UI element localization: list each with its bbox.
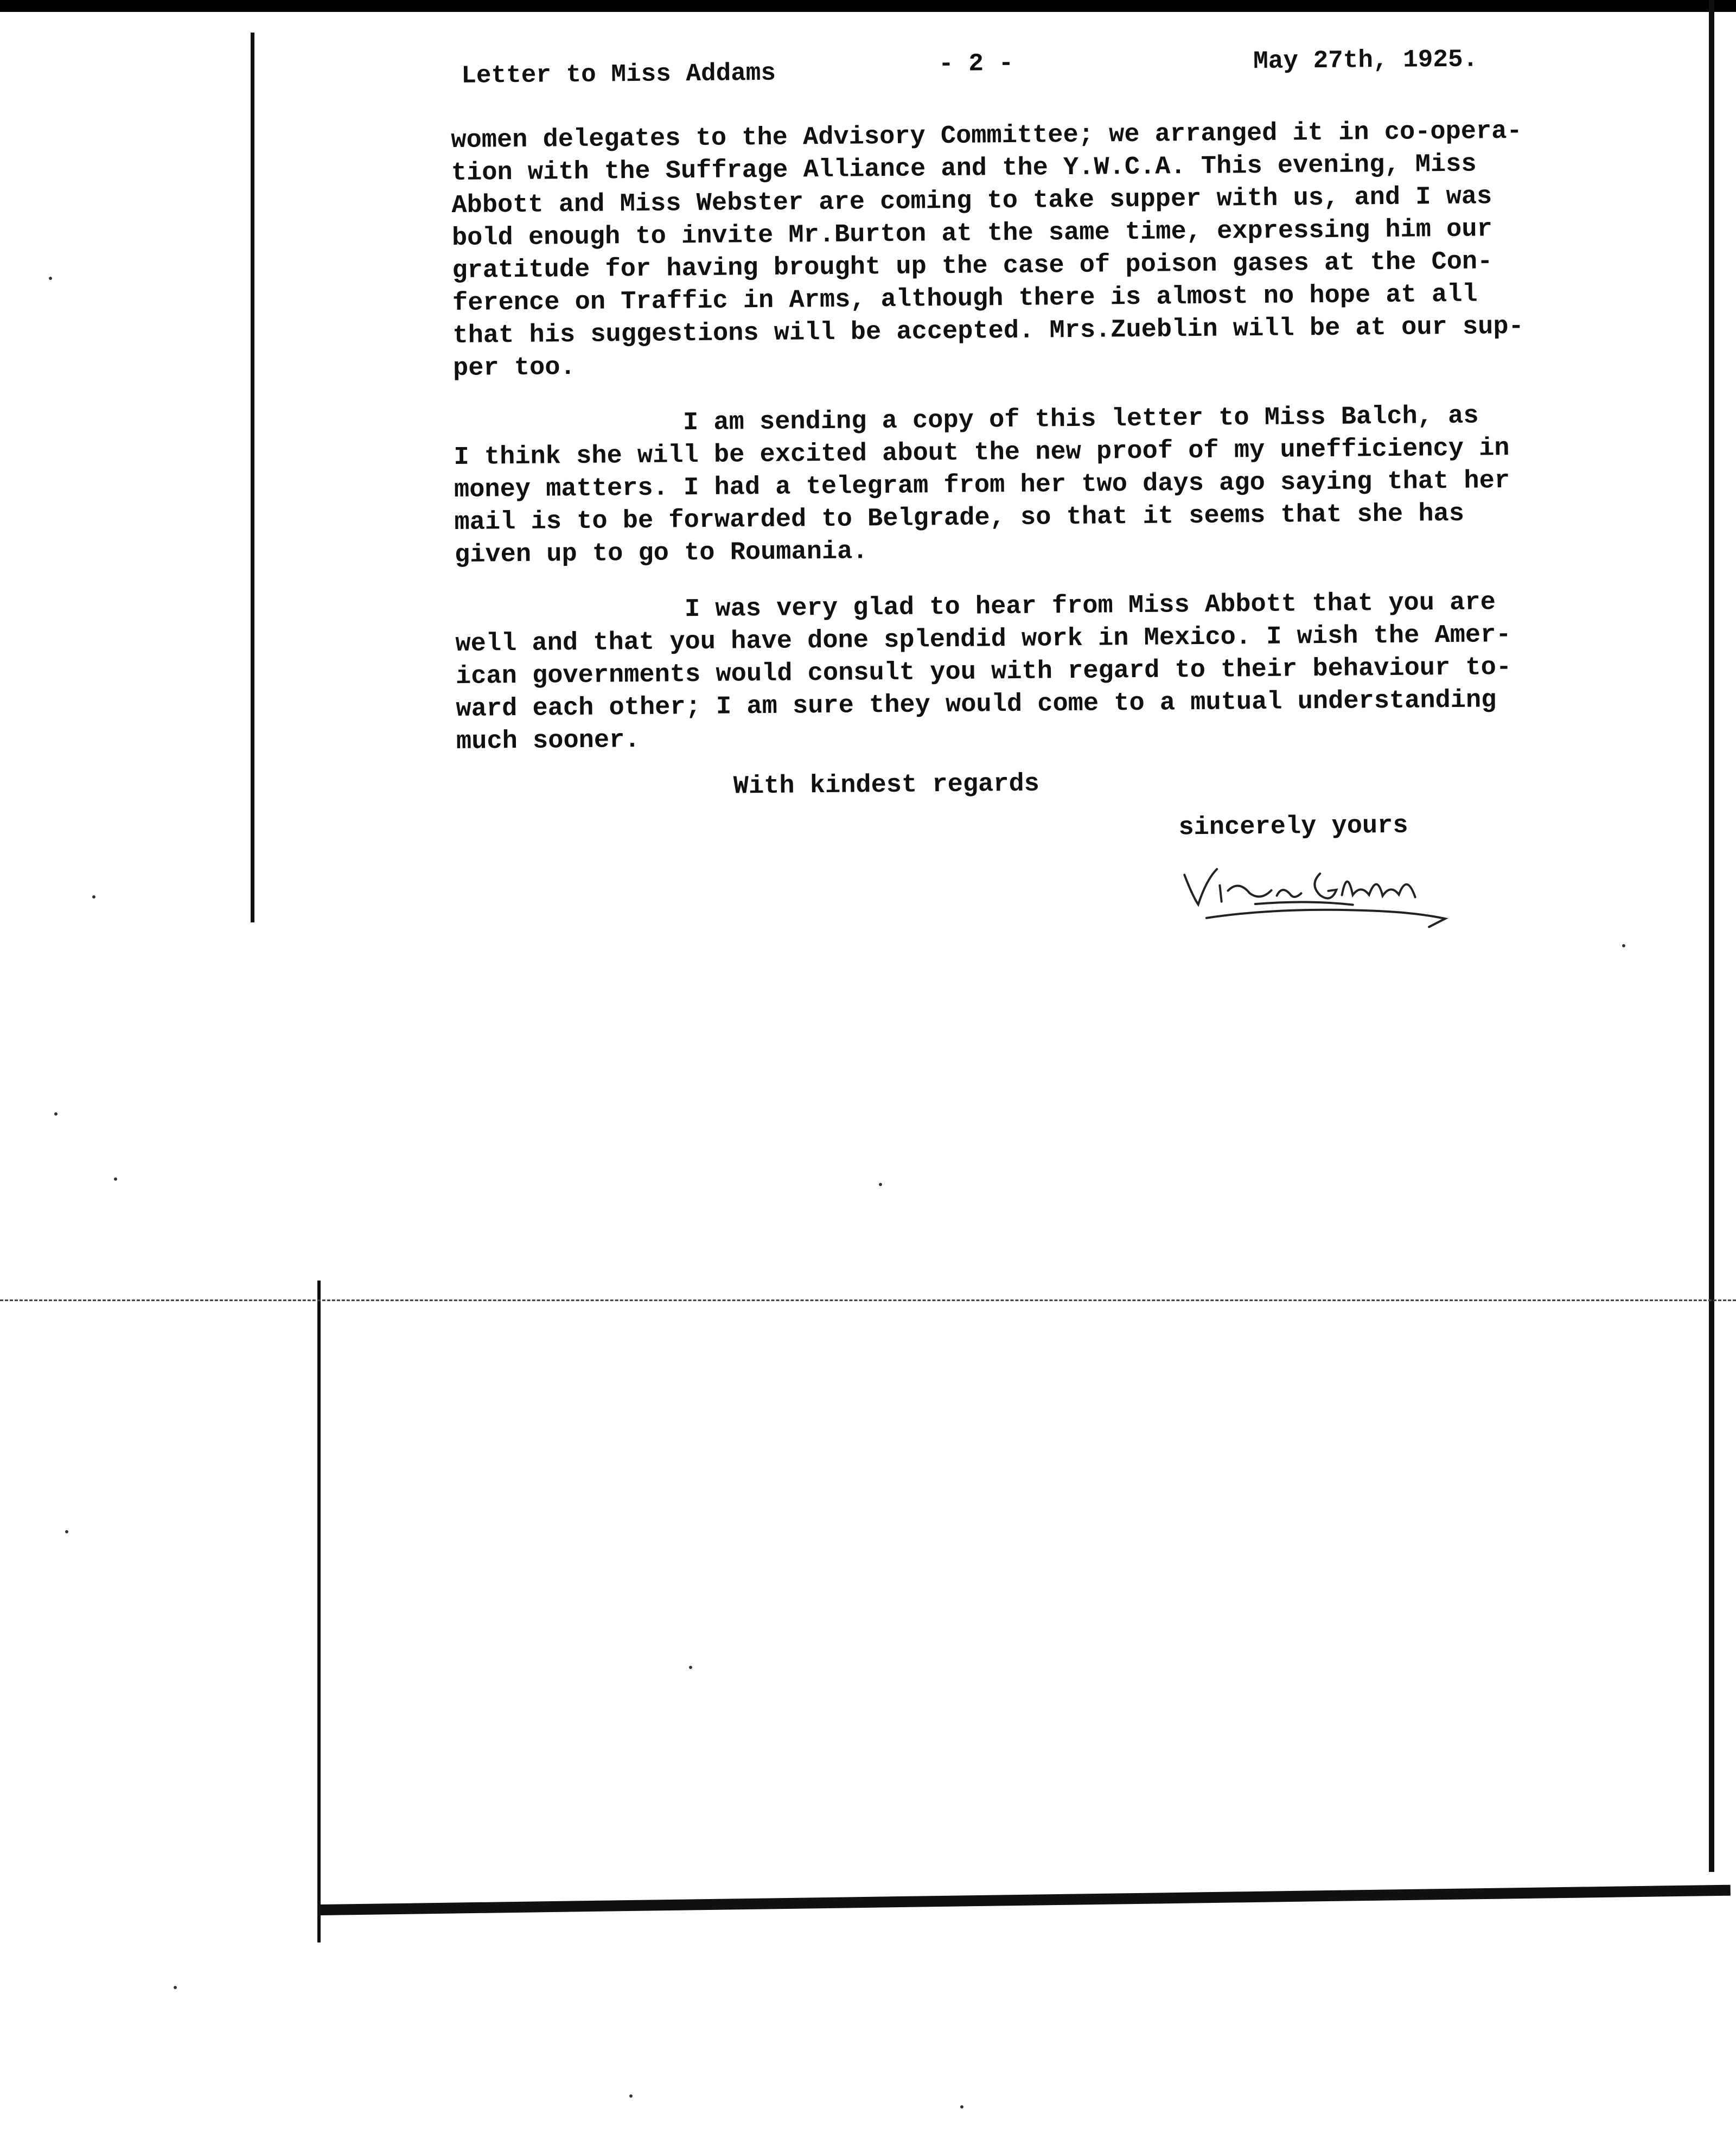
- scan-speck: [92, 895, 95, 899]
- scan-speck: [689, 1666, 692, 1669]
- scan-speck: [65, 1530, 68, 1533]
- paper-left-edge: [251, 33, 254, 922]
- scan-speck: [114, 1177, 117, 1181]
- paragraph-2: [454, 398, 1670, 572]
- text-line: ference on Traffic in Arms, although there is almost no hope at all: [452, 280, 1478, 318]
- paper-right-edge: [1709, 0, 1714, 1872]
- scan-speck: [49, 277, 52, 280]
- paper-left-edge-lower: [317, 1281, 321, 1942]
- scan-speck: [629, 2094, 633, 2098]
- scan-speck: [1622, 944, 1625, 947]
- closing-line: With kindest regards: [733, 769, 1040, 801]
- paragraph-3: [455, 585, 1672, 759]
- text-line: that his suggestions will be accepted. Mrs.Zueblin will be at our sup-: [452, 312, 1524, 351]
- text-line: bold enough to invite Mr.Burton at the same time, expressing him our: [451, 215, 1493, 253]
- letter-header: [450, 43, 1666, 98]
- scan-speck: [960, 2105, 963, 2109]
- text-line: much sooner.: [456, 725, 640, 756]
- handwritten-signature: [1173, 851, 1456, 935]
- text-line: money matters. I had a telegram from her two days ago saying that her: [454, 466, 1510, 505]
- scan-speck: [879, 1183, 882, 1186]
- valediction: sincerely yours: [1178, 811, 1408, 843]
- letter-date: May 27th, 1925.: [1253, 45, 1478, 76]
- text-line: ward each other; I am sure they would come to a mutual understanding: [456, 686, 1497, 724]
- text-line: I think she will be excited about the new proof of my unefficiency in: [454, 434, 1510, 472]
- fold-line: [0, 1300, 1736, 1301]
- text-line: Abbott and Miss Webster are coming to take supper with us, and I was: [451, 182, 1492, 220]
- letter-body: [450, 43, 1673, 940]
- text-line: gratitude for having brought up the case of poison gases at the Con-: [452, 247, 1493, 285]
- scan-speck: [174, 1986, 177, 1989]
- paragraph-1: [451, 114, 1668, 385]
- page-number: - 2 -: [938, 49, 1014, 79]
- text-line: I am sending a copy of this letter to Miss Balch, as: [453, 402, 1479, 439]
- text-line: mail is to be forwarded to Belgrade, so that it seems that she has: [454, 499, 1465, 537]
- text-line: tion with the Suffrage Alliance and the Y.W.C.A. This evening, Miss: [451, 150, 1477, 188]
- scan-top-border: [0, 0, 1736, 12]
- text-line: well and that you have done splendid work in Mexico. I wish the Amer-: [455, 620, 1511, 659]
- text-line: given up to go to Roumania.: [454, 537, 868, 570]
- scan-speck: [54, 1112, 58, 1116]
- text-line: per too.: [452, 353, 576, 383]
- text-line: women delegates to the Advisory Committee; we arranged it in co-opera-: [451, 117, 1522, 155]
- header-recipient: Letter to Miss Addams: [461, 59, 776, 90]
- paper-bottom-edge: [320, 1885, 1731, 1915]
- text-line: I was very glad to hear from Miss Abbott that you are: [455, 588, 1496, 626]
- text-line: ican governments would consult you with regard to their behaviour to-: [455, 653, 1512, 691]
